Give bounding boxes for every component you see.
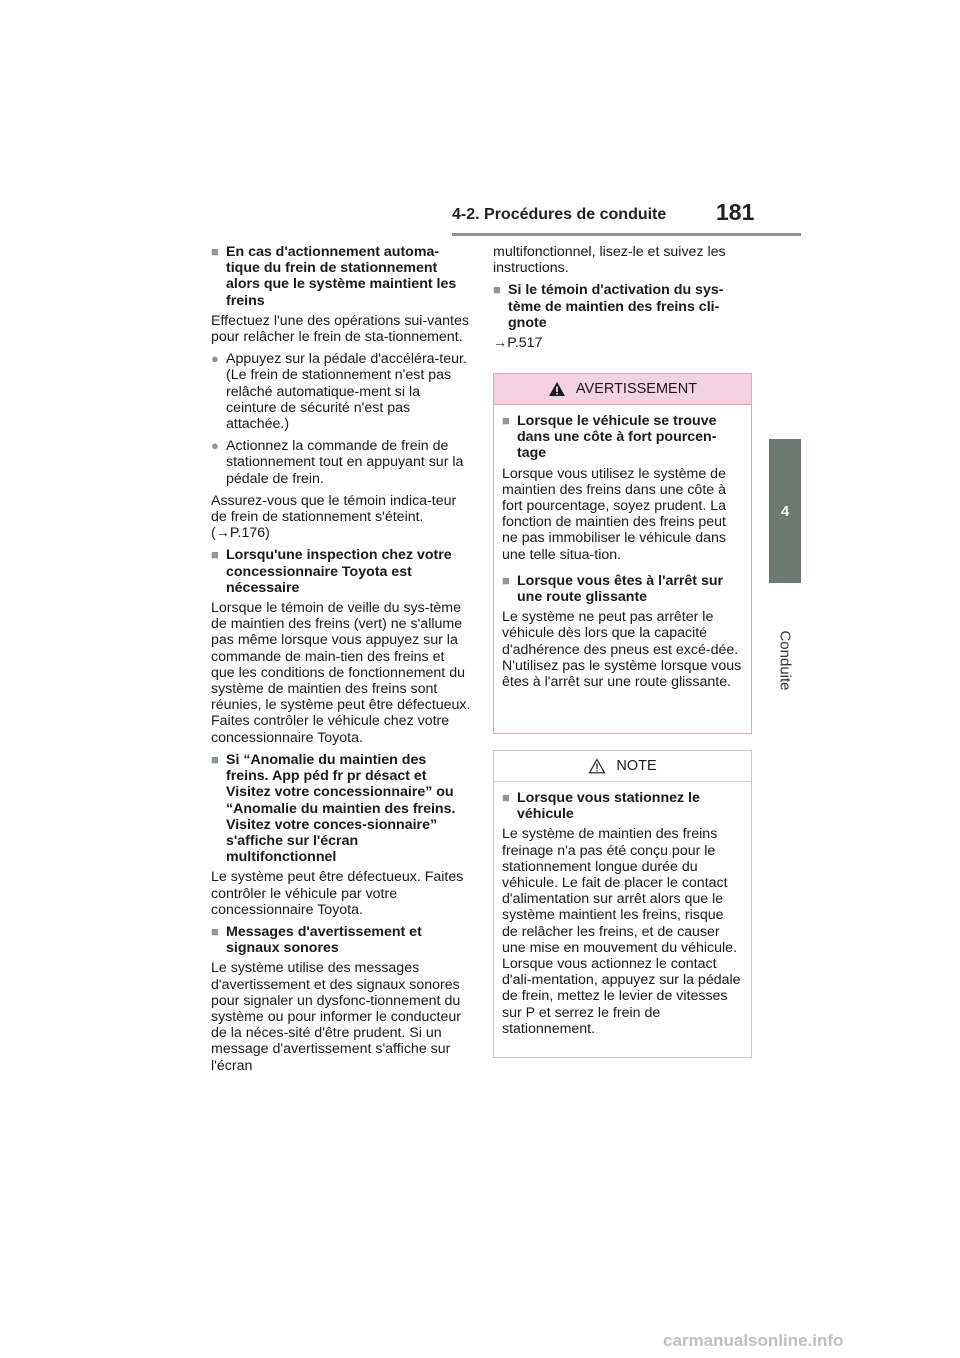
note-box: [493, 750, 752, 1058]
section-heading: Si le témoin d'activation du sys-tème de maintien des freins cli-gnote: [508, 282, 724, 331]
note-item-text: Le système de maintien des freins freinage n'a pas été conçu pour le stationnement longue durée du véhicule. Le fait de placer le contact d'alimentation sur arrêt alors que le système maintient les freins, risque de relâcher les freins, et de causer une mise en mouvement du véhicule. Lorsque vous actionnez le contact d'ali-mentation, appuyez sur la pédale de frein, mettez le levier de vitesses sur P et serrez le frein de stationnement.: [502, 826, 741, 1037]
section-heading: Si “Anomalie du maintien des freins. App péd fr pr désact et Visitez votre concessionnaire” ou “Anomalie du maintien des freins. Visitez votre conces-sionnaire” s'affiche sur l'écran multifonctionnel: [226, 751, 456, 866]
square-bullet-icon: ■: [502, 413, 510, 428]
section-heading: En cas d'actionnement automa-tique du frein de stationnement alors que le système maintient les freins: [226, 244, 457, 309]
section-brake-hold-malfunction: [211, 752, 471, 918]
note-box-header: [494, 751, 751, 782]
section-indicator-flashing: [493, 282, 755, 351]
square-bullet-icon: ■: [211, 547, 219, 563]
left-column: [211, 244, 471, 1080]
header-divider: [452, 233, 801, 236]
note-item-heading: Lorsque vous stationnez le véhicule: [517, 790, 700, 823]
round-bullet-icon: ●: [211, 351, 219, 367]
paragraph-continuation: multifonctionnel, lisez-le et suivez les instructions.: [493, 244, 726, 277]
square-bullet-icon: ■: [493, 282, 501, 298]
chapter-label-container: [755, 620, 815, 700]
chapter-tab: 4: [769, 439, 801, 583]
round-bullet-icon: ●: [211, 438, 219, 454]
warning-item-heading: Lorsque vous êtes à l'arrêt sur une route glissante: [517, 572, 724, 606]
section-title: 4-2. Procédures de conduite: [452, 206, 667, 223]
warning-item-text: Lorsque vous utilisez le système de maintien des freins dans une côte à fort pourcentage, soyez prudent. La fonction de maintien des freins peut ne pas immobiliser le véhicule dans une telle situa-tion.: [502, 465, 726, 563]
paragraph: Effectuez l'une des opérations sui-vantes pour relâcher le frein de sta-tionnement.: [211, 312, 469, 346]
section-dealer-inspection: [211, 547, 471, 745]
section-auto-parking-brake: [211, 244, 471, 541]
page-number: 181: [716, 199, 755, 225]
page-reference[interactable]: →P.517: [493, 335, 543, 352]
square-bullet-icon: ■: [502, 790, 510, 805]
note-item: [502, 790, 743, 1037]
section-heading: Lorsqu'une inspection chez votre concessionnaire Toyota est nécessaire: [226, 547, 452, 596]
warning-item-text: Le système ne peut pas arrêter le véhicule dès lors que la capacité d'adhérence des pneus est excé-dée. N'utilisez pas le système lorsque vous êtes à l'arrêt sur une route glissante.: [502, 609, 742, 691]
note-box-title: NOTE: [616, 757, 657, 774]
warning-item: [502, 573, 743, 690]
chapter-label: Conduite: [776, 629, 794, 691]
warning-box: [493, 373, 752, 734]
list-item: [211, 438, 471, 487]
square-bullet-icon: ■: [211, 751, 219, 767]
list-item-text: Actionnez la commande de frein de stationnement tout en appuyant sur la pédale de frein.: [226, 438, 464, 487]
warning-box-header: [494, 374, 751, 405]
list-item: [211, 351, 471, 432]
section-warning-messages: [211, 924, 471, 1074]
paragraph: Le système utilise des messages d'avertissement et des signaux sonores pour signaler un dysfonc-tionnement du système ou pour informer le conducteur de la néces-sité d'être prudent. Si un message d'avertissement s'affiche sur l'écran: [211, 960, 461, 1074]
warning-triangle-icon: [548, 381, 566, 397]
warning-item-heading: Lorsque le véhicule se trouve dans une côte à fort pourcen-tage: [517, 413, 717, 462]
paragraph: Le système peut être défectueux. Faites contrôler le véhicule par votre concessionnaire Toyota.: [211, 869, 464, 918]
warning-box-title: AVERTISSEMENT: [575, 380, 698, 397]
note-triangle-icon: [588, 758, 606, 774]
list-item-text: Appuyez sur la pédale d'accéléra-teur. (Le frein de stationnement n'est pas relâché automatique-ment si la ceinture de sécurité n'est pas attachée.): [226, 351, 467, 433]
square-bullet-icon: ■: [502, 572, 510, 588]
right-column: [493, 244, 755, 357]
section-heading: Messages d'avertissement et signaux sonores: [226, 923, 422, 957]
paragraph: Assurez-vous que le témoin indica-teur de frein de stationnement s'éteint. (→P.176): [211, 492, 457, 542]
warning-item: [502, 413, 743, 563]
paragraph: Lorsque le témoin de veille du sys-tème de maintien des freins (vert) ne s'allume pas même lorsque vous appuyez sur la commande de main-tien des freins et que les conditions de fonctionnement du système de maintien des freins sont réunies, le système peut être défectueux. Faites contrôler le véhicule chez votre concessionnaire Toyota.: [211, 600, 471, 746]
square-bullet-icon: ■: [211, 923, 219, 939]
watermark: carmanualsonline.info: [663, 1331, 844, 1350]
square-bullet-icon: ■: [211, 244, 219, 259]
